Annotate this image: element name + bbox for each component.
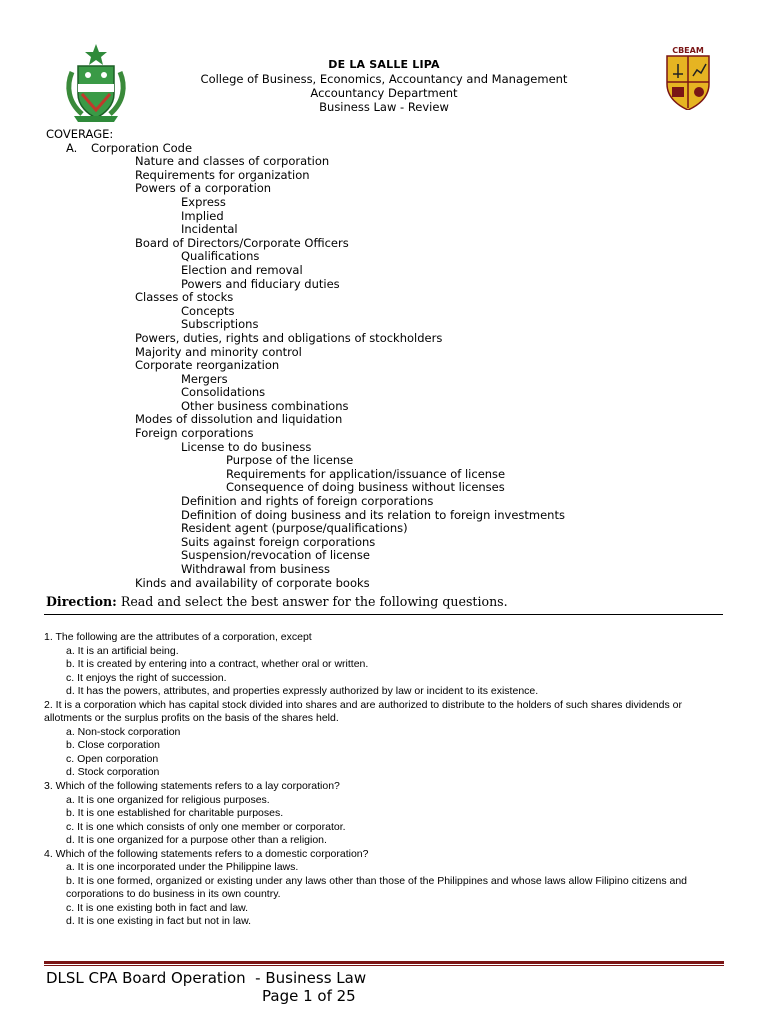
answer-option: c. It is one which consists of only one member or corporator.	[66, 820, 346, 833]
coverage-item: Powers of a corporation	[135, 181, 272, 196]
college-name: College of Business, Economics, Accountancy and Management	[200, 72, 568, 86]
document-header	[150, 58, 618, 114]
coverage-outline	[46, 128, 565, 590]
coverage-item: Withdrawal from business	[181, 562, 331, 576]
coverage-item: Kinds and availability of corporate books	[135, 575, 370, 590]
coverage-item: Subscriptions	[181, 317, 259, 332]
coverage-item: Other business combinations	[181, 398, 349, 413]
question-stem: 2. It is a corporation which has capital stock divided into shares and are authorized to distribute to the holders of such shares dividends or allotments or the surplus profits on the basis of the shares held.	[44, 698, 682, 725]
coverage-item: Express	[181, 194, 226, 209]
coverage-item: Definition and rights of foreign corporations	[181, 494, 434, 509]
coverage-item: Definition of doing business and its relation to foreign investments	[181, 507, 565, 522]
question-stem: 1. The following are the attributes of a corporation, except	[44, 631, 312, 643]
answer-option: d. Stock corporation	[66, 766, 160, 779]
subject-title: Business Law - Review	[319, 100, 449, 114]
page-number: Page 1 of 25	[262, 987, 356, 1005]
coverage-item: Modes of dissolution and liquidation	[135, 412, 343, 427]
answer-option: a. It is an artificial being.	[66, 644, 179, 657]
page-footer	[46, 969, 366, 1005]
answer-option: b. It is one formed, organized or existing under any laws other than those of the Philippines and whose laws allow Filipino citizens and corporations to do business in its own country.	[66, 874, 688, 901]
coverage-item: Purpose of the license	[226, 453, 354, 468]
question-stem: 3. Which of the following statements refers to a lay corporation?	[44, 780, 340, 793]
cbeam-logo-text: CBEAM	[672, 46, 704, 55]
coverage-item: Suits against foreign corporations	[181, 534, 376, 549]
coverage-item: Requirements for organization	[135, 167, 310, 182]
coverage-item: Corporate reorganization	[135, 358, 280, 373]
footer-rule-thin	[44, 965, 724, 966]
answer-option: c. It enjoys the right of succession.	[66, 671, 227, 684]
coverage-item: Powers and fiduciary duties	[181, 276, 340, 291]
dlsl-seal-logo	[64, 44, 128, 124]
question-stem: 4. Which of the following statements refers to a domestic corporation?	[44, 847, 369, 860]
coverage-item: Foreign corporations	[135, 426, 254, 441]
section-divider	[44, 614, 723, 615]
school-name: DE LA SALLE LIPA	[328, 58, 440, 71]
direction-label: Direction:	[46, 594, 117, 609]
cbeam-logo	[663, 44, 713, 110]
coverage-item: Implied	[181, 208, 224, 223]
coverage-title: COVERAGE:	[46, 127, 114, 141]
coverage-section	[46, 142, 565, 156]
answer-option: b. It is created by entering into a contract, whether oral or written.	[66, 658, 369, 671]
coverage-item: Classes of stocks	[135, 290, 234, 305]
coverage-item: Consolidations	[181, 385, 266, 400]
direction-line	[46, 594, 508, 610]
answer-option: a. It is one organized for religious purposes.	[66, 793, 270, 806]
footer-title: DLSL CPA Board Operation - Business Law	[46, 969, 367, 987]
department-name: Accountancy Department	[310, 86, 458, 100]
coverage-item: Mergers	[181, 371, 228, 386]
coverage-item: Incidental	[181, 222, 238, 237]
coverage-item: Resident agent (purpose/qualifications)	[181, 521, 408, 536]
coverage-item: Powers, duties, rights and obligations of stockholders	[135, 330, 443, 345]
coverage-item: Concepts	[181, 303, 235, 318]
question-list	[44, 631, 724, 929]
coverage-item: Election and removal	[181, 262, 303, 277]
answer-option: a. It is one incorporated under the Philippine laws.	[66, 861, 299, 874]
answer-option: d. It has the powers, attributes, and properties expressly authorized by law or incident to its existence.	[66, 685, 539, 698]
direction-text: Read and select the best answer for the following questions.	[120, 594, 508, 609]
section-label: A.	[66, 140, 78, 155]
coverage-item: Board of Directors/Corporate Officers	[135, 235, 349, 250]
footer-rule-thick	[44, 961, 724, 964]
answer-option: b. It is one established for charitable purposes.	[66, 807, 284, 820]
coverage-item: Suspension/revocation of license	[181, 548, 370, 563]
answer-option: b. Close corporation	[66, 739, 160, 752]
answer-option: a. Non-stock corporation	[66, 725, 181, 738]
coverage-item: Consequence of doing business without licenses	[226, 480, 505, 495]
section-title: Corporation Code	[91, 140, 193, 155]
coverage-item: Requirements for application/issuance of license	[226, 466, 506, 481]
answer-option: c. Open corporation	[66, 752, 159, 765]
coverage-item: License to do business	[181, 439, 312, 454]
coverage-item: Majority and minority control	[135, 344, 302, 359]
coverage-item: Nature and classes of corporation	[135, 154, 330, 169]
coverage-item: Qualifications	[181, 249, 260, 264]
answer-option: d. It is one existing in fact but not in law.	[66, 915, 252, 928]
answer-option: d. It is one organized for a purpose other than a religion.	[66, 834, 327, 847]
answer-option: c. It is one existing both in fact and law.	[66, 901, 249, 914]
